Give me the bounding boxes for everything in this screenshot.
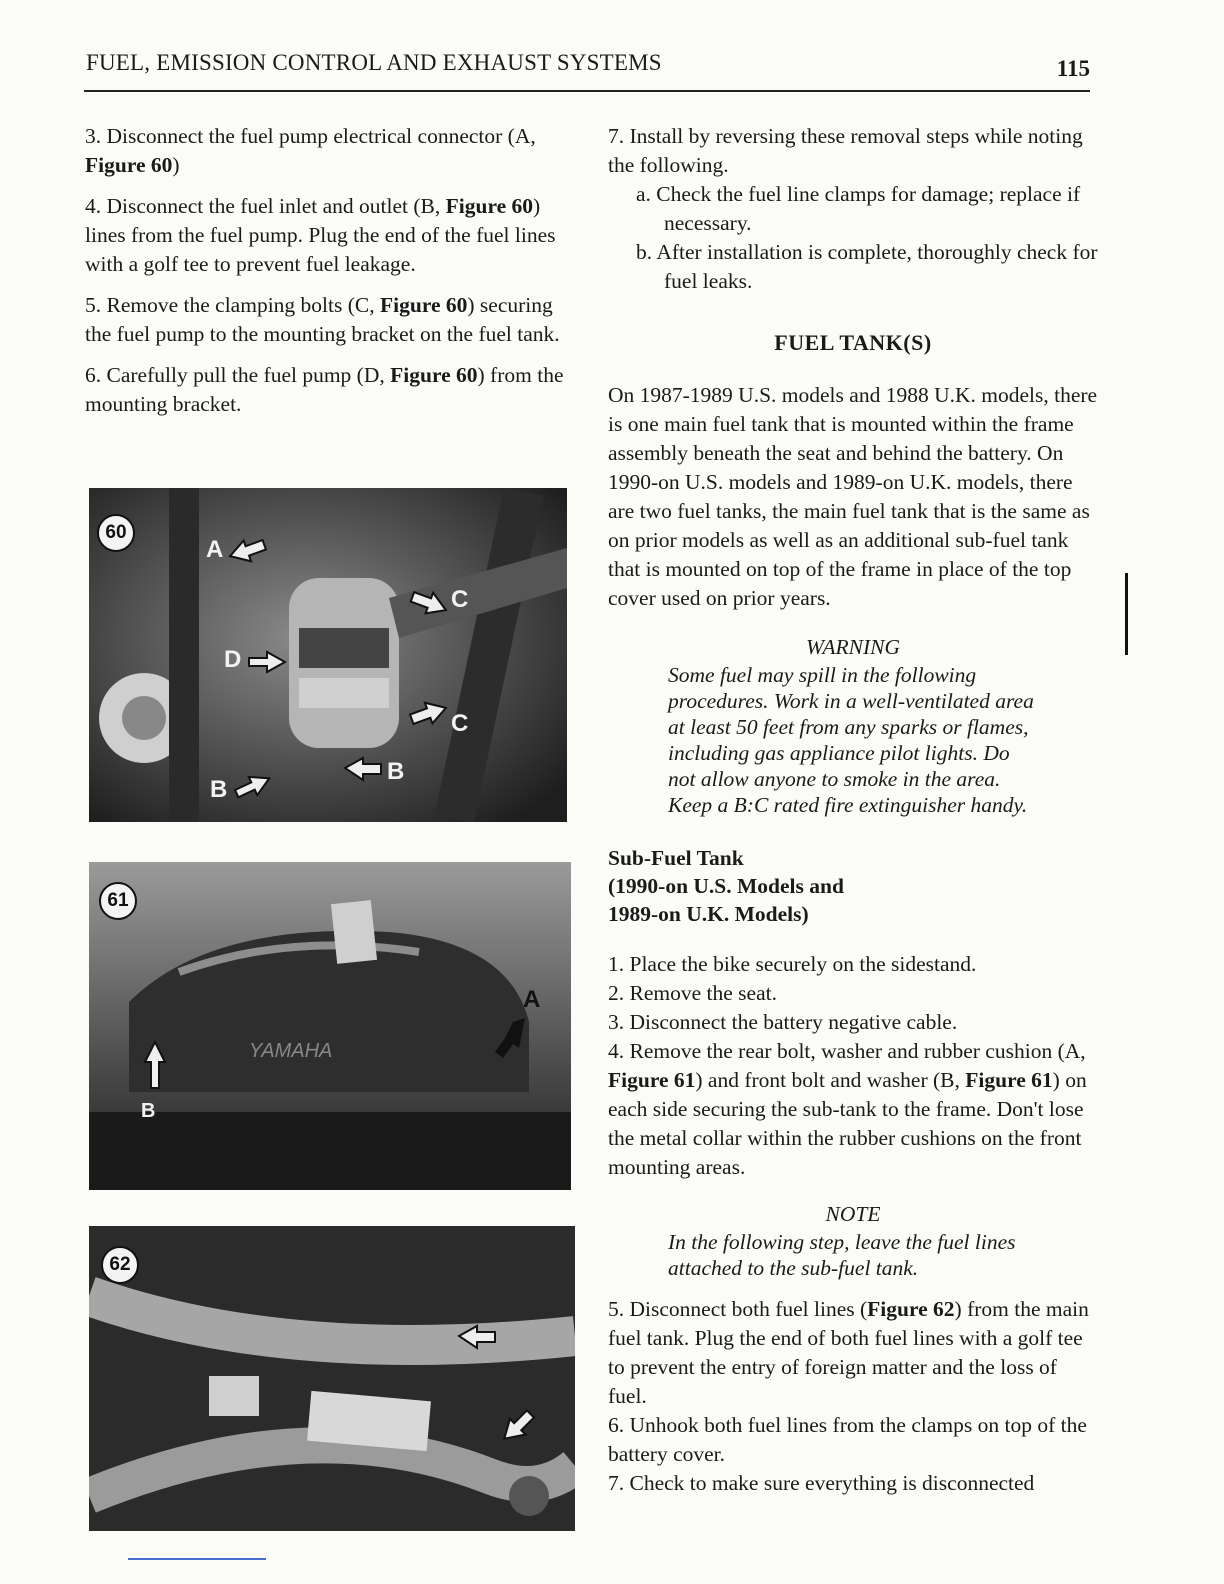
fig60-label-b1: B (387, 758, 405, 785)
warning-text: Some fuel may spill in the following procedures. Work in a well-ventilated area at least 50 feet from any sparks or flames, including gas appliance pilot lights. Do not allow anyone to smoke in the area. Keep a B:C rated fire extinguisher handy. (668, 663, 1034, 817)
arrow-icon (249, 652, 285, 672)
step-5: 5. Remove the clamping bolts (C, Figure 60) securing the fuel pump to the mounting bracket on the fuel tank. (85, 293, 560, 346)
figure-62-badge: 62 (101, 1246, 139, 1284)
margin-change-bar (1125, 573, 1128, 655)
fig60-label-b2: B (210, 776, 228, 803)
arrow-icon (459, 1326, 495, 1348)
fig60-label-c1: C (451, 586, 469, 613)
sub-step-4: 4. Remove the rear bolt, washer and rubber cushion (A, Figure 61) and front bolt and washer (B, Figure 61) on each side securing the sub-tank to the frame. Don't lose the metal collar within the rubber cushions on the front mounting areas. (608, 1039, 1087, 1179)
arrow-icon (409, 587, 450, 620)
figure-60-photo (89, 488, 567, 822)
yamaha-logo-text: YAMAHA (249, 1040, 333, 1062)
fig60-label-c2: C (451, 710, 469, 737)
figure-61-badge: 61 (99, 882, 137, 920)
sub-step-1: 1. Place the bike securely on the sidestand. (608, 952, 977, 976)
sub-step-2: 2. Remove the seat. (608, 981, 777, 1005)
install-step-7b: b. After installation is complete, thoroughly check for fuel leaks. (636, 240, 1098, 293)
warning-title: WARNING (805, 635, 901, 659)
note-title: NOTE (825, 1202, 881, 1226)
page-header (84, 46, 1090, 92)
chapter-title: FUEL, EMISSION CONTROL AND EXHAUST SYSTEMS (86, 50, 662, 75)
sub-step-5: 5. Disconnect both fuel lines (Figure 62) from the main fuel tank. Plug the end of both fuel lines with a golf tee to prevent the entry of foreign matter and the loss of fuel. (608, 1297, 1089, 1408)
arrow-icon (227, 534, 268, 567)
fuel-tank-intro: On 1987-1989 U.S. models and 1988 U.K. models, there is one main fuel tank that is mounted within the frame assembly beneath the seat and behind the battery. On 1990-on U.S. models and 1989-on U.K. models, there are two fuel tanks, the main fuel tank that is the same as on prior models as well as an additional sub-fuel tank that is mounted on top of the frame in place of the top cover used on prior years. (608, 383, 1098, 610)
install-step-7: 7. Install by reversing these removal steps while noting the following. (608, 124, 1083, 177)
section-heading: FUEL TANK(S) (774, 330, 932, 355)
arrow-icon (495, 1018, 525, 1058)
arrow-icon (145, 1042, 165, 1088)
sub-step-6: 6. Unhook both fuel lines from the clamps on top of the battery cover. (608, 1413, 1087, 1466)
step-4: 4. Disconnect the fuel inlet and outlet (B, Figure 60) lines from the fuel pump. Plug the end of the fuel lines with a golf tee to prevent fuel leakage. (85, 194, 556, 276)
sub-tank-steps-continued (608, 1295, 1098, 1498)
fig61-label-a: A (523, 986, 541, 1013)
footer-line (128, 1558, 266, 1560)
fig61-label-b: B (141, 1100, 156, 1122)
fig60-label-d: D (224, 646, 242, 673)
fig61-arrows (89, 862, 571, 1190)
sub-step-3: 3. Disconnect the battery negative cable. (608, 1010, 958, 1034)
left-column (85, 122, 567, 431)
sub-tank-steps (608, 950, 1098, 1182)
arrow-icon (408, 697, 449, 730)
figure-60-badge: 60 (97, 514, 135, 552)
figure-61-photo (89, 862, 571, 1190)
step-6: 6. Carefully pull the fuel pump (D, Figure 60) from the mounting bracket. (85, 363, 564, 416)
sub-step-7: 7. Check to make sure everything is disconnected (608, 1471, 1035, 1495)
figure-62-photo (89, 1226, 575, 1531)
note-text: In the following step, leave the fuel lines attached to the sub-fuel tank. (668, 1230, 1016, 1280)
step-3: 3. Disconnect the fuel pump electrical connector (A, Figure 60) (85, 124, 536, 177)
page-number: 115 (1056, 56, 1090, 81)
subsection-heading: Sub-Fuel Tank (1990-on U.S. Models and 1989-on U.K. Models) (608, 846, 844, 926)
install-step-7a: a. Check the fuel line clamps for damage; replace if necessary. (636, 182, 1081, 235)
right-column (608, 122, 1098, 1498)
arrow-icon (497, 1406, 538, 1447)
install-substeps (608, 180, 1098, 296)
fig62-arrows (89, 1226, 575, 1531)
arrow-icon (345, 758, 381, 780)
arrow-icon (232, 769, 273, 802)
fig60-arrows (89, 488, 567, 822)
fig60-label-a: A (206, 536, 224, 563)
